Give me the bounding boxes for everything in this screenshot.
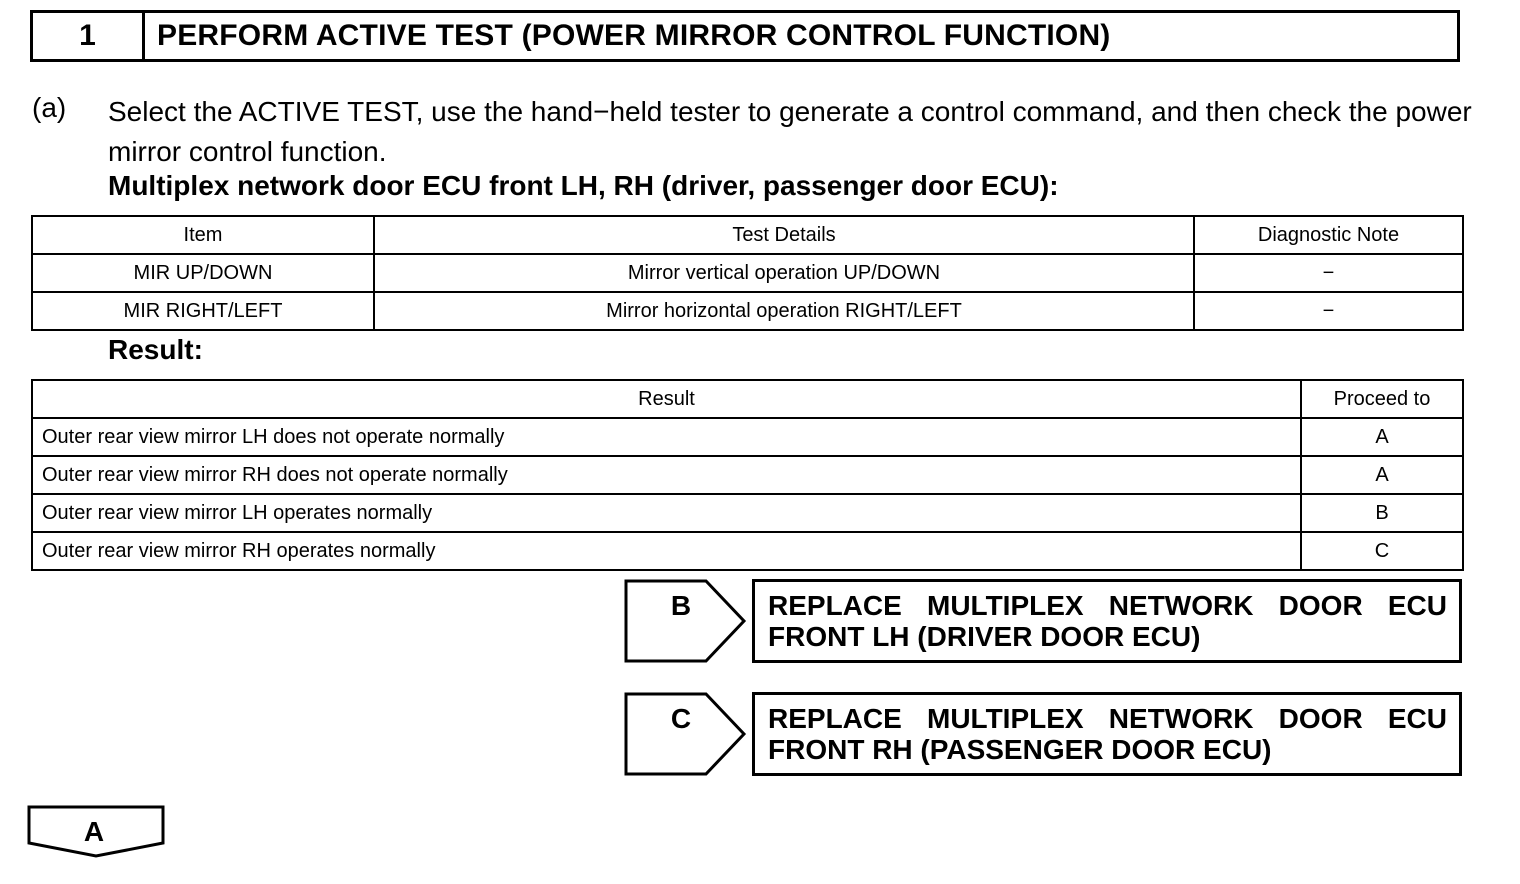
table-header-row [32,216,1463,254]
column-header-diagnostic-note: Diagnostic Note [1194,216,1463,254]
proceed-to-cell: C [1301,532,1463,570]
proceed-to-cell: B [1301,494,1463,532]
step-title: PERFORM ACTIVE TEST (POWER MIRROR CONTROL FUNCTION) [157,19,1111,52]
table-row [32,292,1463,330]
outcome-b-action-line2: FRONT LH (DRIVER DOOR ECU) [768,621,1201,652]
continue-letter: A [83,816,105,847]
result-table [31,379,1464,571]
step-header [30,10,1460,62]
outcome-c-letter: C [670,703,692,734]
item-cell: MIR RIGHT/LEFT [32,292,374,330]
proceed-to-cell: A [1301,418,1463,456]
table-header-row [32,380,1463,418]
step-number: 1 [33,13,145,59]
test-details-cell: Mirror vertical operation UP/DOWN [374,254,1194,292]
diagnostic-note-cell: − [1194,292,1463,330]
active-test-table [31,215,1464,331]
column-header-test-details: Test Details [374,216,1194,254]
outcome-c-action-box [752,692,1462,776]
result-cell: Outer rear view mirror LH operates normally [32,494,1301,532]
outcome-b-letter: B [670,590,692,621]
outcome-b-action-line1: REPLACE MULTIPLEX NETWORK DOOR ECU [768,590,1447,621]
ecu-subheading: Multiplex network door ECU front LH, RH (driver, passenger door ECU): [108,170,1059,201]
table-row [32,456,1463,494]
table-row [32,532,1463,570]
test-details-cell: Mirror horizontal operation RIGHT/LEFT [374,292,1194,330]
result-cell: Outer rear view mirror LH does not operate normally [32,418,1301,456]
column-header-item: Item [32,216,374,254]
proceed-to-cell: A [1301,456,1463,494]
result-heading: Result: [108,334,203,365]
outcome-c-action-line1: REPLACE MULTIPLEX NETWORK DOOR ECU [768,703,1447,734]
diagnostic-note-cell: − [1194,254,1463,292]
table-row [32,494,1463,532]
paragraph-label: (a) [32,92,67,123]
paragraph-text: Select the ACTIVE TEST, use the hand−held tester to generate a control command, and then check the power mirror control function. [108,96,1472,167]
outcome-b-action-box [752,579,1462,663]
column-header-result: Result [32,380,1301,418]
outcome-c-action-line2: FRONT RH (PASSENGER DOOR ECU) [768,734,1272,765]
result-cell: Outer rear view mirror RH operates normally [32,532,1301,570]
table-row [32,418,1463,456]
column-header-proceed-to: Proceed to [1301,380,1463,418]
result-cell: Outer rear view mirror RH does not operate normally [32,456,1301,494]
table-row [32,254,1463,292]
item-cell: MIR UP/DOWN [32,254,374,292]
